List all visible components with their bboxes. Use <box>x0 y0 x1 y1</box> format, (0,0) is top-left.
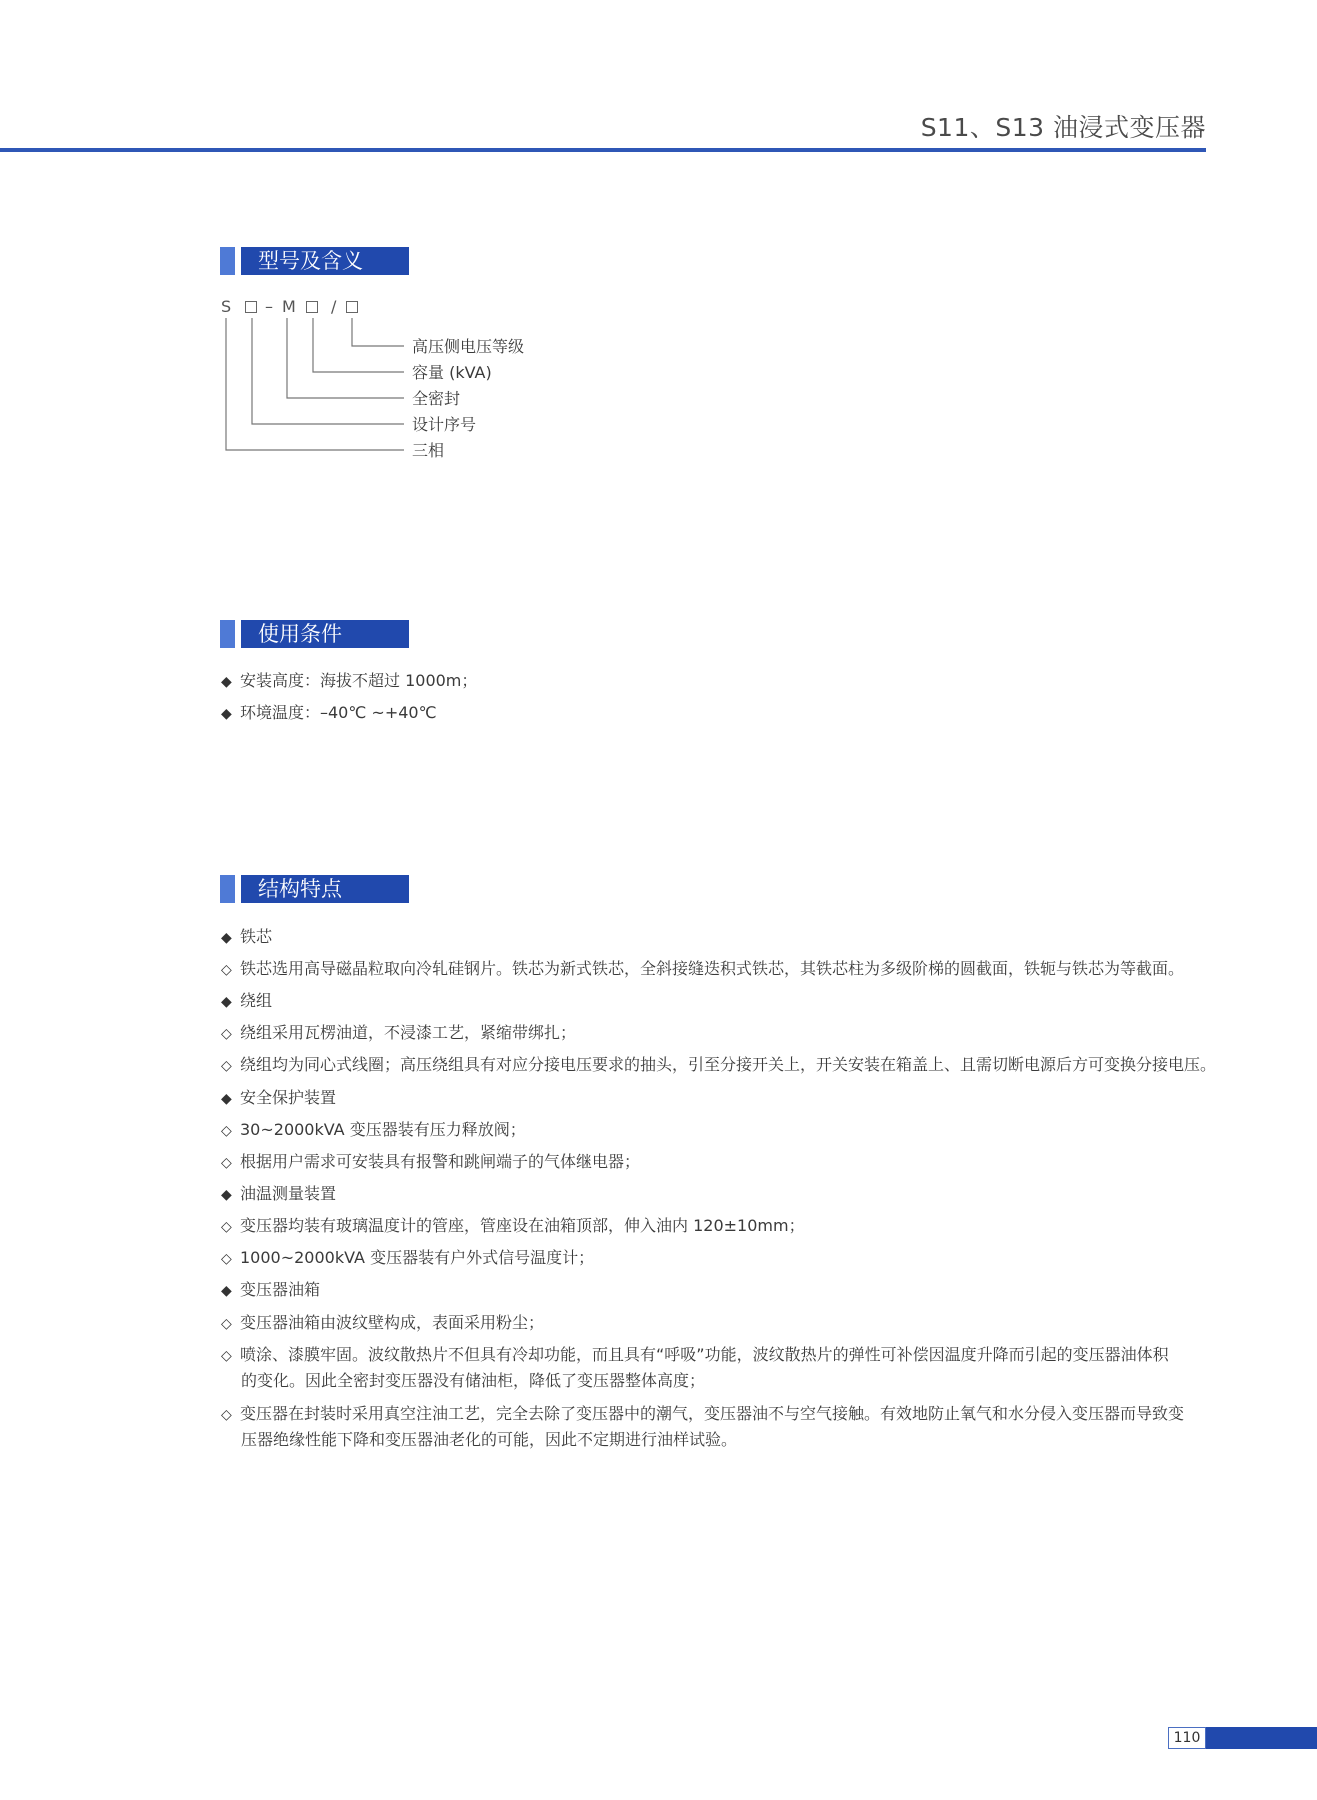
legend-three-phase: 三相 <box>412 441 445 460</box>
hollow-diamond-icon: ◇ <box>221 1219 232 1235</box>
feature-text: 油温测量装置 <box>240 1184 337 1203</box>
solid-diamond-icon: ◆ <box>221 1283 232 1299</box>
hollow-diamond-icon: ◇ <box>221 1058 232 1074</box>
solid-diamond-icon: ◆ <box>221 1187 232 1203</box>
feature-heading <box>221 1183 336 1206</box>
feature-item <box>221 1119 526 1142</box>
footer-bar <box>1206 1727 1317 1749</box>
code-m: M <box>282 297 296 316</box>
feature-item <box>221 1151 640 1174</box>
solid-diamond-icon: ◆ <box>221 930 232 946</box>
feature-text: 变压器在封装时采用真空注油工艺，完全去除了变压器中的潮气，变压器油不与空气接触。有效地防止氧气和水分侵入变压器而导致变 <box>240 1404 1185 1423</box>
feature-item <box>221 1054 1216 1077</box>
feature-text-continued: 压器绝缘性能下降和变压器油老化的可能，因此不定期进行油样试验。 <box>241 1430 738 1449</box>
feature-text: 安全保护装置 <box>240 1088 337 1107</box>
section-title: 结构特点 <box>241 875 409 903</box>
feature-item <box>221 1247 594 1270</box>
legend-voltage: 高压侧电压等级 <box>412 337 525 356</box>
solid-diamond-icon: ◆ <box>221 994 232 1010</box>
hollow-diamond-icon: ◇ <box>221 1316 232 1332</box>
connector-capacity <box>313 318 404 372</box>
feature-text: 变压器油箱由波纹壁构成，表面采用粉尘； <box>240 1313 545 1332</box>
section-title: 型号及含义 <box>241 247 409 275</box>
feature-text: 30~2000kVA 变压器装有压力释放阀； <box>240 1120 526 1139</box>
section-marker <box>220 875 235 903</box>
feature-heading <box>221 926 272 949</box>
feature-text: 1000~2000kVA 变压器装有户外式信号温度计； <box>240 1248 595 1267</box>
hollow-diamond-icon: ◇ <box>221 1251 232 1267</box>
feature-heading <box>221 1279 320 1302</box>
connector-sealed <box>287 318 404 398</box>
hollow-diamond-icon: ◇ <box>221 1348 232 1364</box>
feature-text: 根据用户需求可安装具有报警和跳闸端子的气体继电器； <box>240 1152 641 1171</box>
hollow-diamond-icon: ◇ <box>221 962 232 978</box>
feature-item <box>221 958 1184 981</box>
feature-text: 变压器油箱 <box>240 1280 321 1299</box>
hollow-diamond-icon: ◇ <box>221 1123 232 1139</box>
feature-text-continued: 的变化。因此全密封变压器没有储油柜，降低了变压器整体高度； <box>241 1371 706 1390</box>
feature-text: 绕组均为同心式线圈；高压绕组具有对应分接电压要求的抽头，引至分接开关上，开关安装在箱盖上、且需切断电源后方可变换分接电压。 <box>240 1055 1217 1074</box>
solid-diamond-icon: ◆ <box>221 1091 232 1107</box>
section-marker <box>220 620 235 648</box>
legend-sealed: 全密封 <box>412 389 461 408</box>
legend-design: 设计序号 <box>412 415 477 434</box>
hollow-diamond-icon: ◇ <box>221 1155 232 1171</box>
feature-heading <box>221 990 272 1013</box>
feature-item <box>221 1403 1184 1426</box>
model-code-connectors <box>0 0 1317 480</box>
feature-text: 铁芯选用高导磁晶粒取向冷轧硅钢片。铁芯为新式铁芯，全斜接缝迭积式铁芯，其铁芯柱为多级阶梯的圆截面，铁轭与铁芯为等截面。 <box>240 959 1185 978</box>
condition-temperature: ◆ 环境温度：–40℃ ~+40℃ <box>221 702 437 725</box>
feature-heading <box>221 1087 336 1110</box>
feature-item <box>221 1022 576 1045</box>
feature-item <box>221 1215 805 1238</box>
page-title: S11、S13 油浸式变压器 <box>920 113 1206 142</box>
solid-diamond-icon: ◆ <box>221 706 232 722</box>
solid-diamond-icon: ◆ <box>221 674 232 690</box>
page-number: 110 <box>1168 1727 1206 1749</box>
feature-text: 变压器均装有玻璃温度计的管座，管座设在油箱顶部，伸入油内 120±10mm； <box>240 1216 805 1235</box>
feature-text: 绕组 <box>240 991 273 1010</box>
connector-design <box>252 318 404 424</box>
feature-item <box>221 1344 1169 1367</box>
feature-item <box>221 1312 544 1335</box>
code-slash: / <box>331 297 337 316</box>
connector-three-phase <box>226 318 404 450</box>
hollow-diamond-icon: ◇ <box>221 1026 232 1042</box>
hollow-diamond-icon: ◇ <box>221 1407 232 1423</box>
connector-voltage <box>352 318 404 346</box>
feature-text: 铁芯 <box>240 927 273 946</box>
condition-altitude: ◆ 安装高度：海拔不超过 1000m； <box>221 670 477 693</box>
code-s: S <box>221 297 232 316</box>
feature-text: 绕组采用瓦楞油道，不浸漆工艺，紧缩带绑扎； <box>240 1023 577 1042</box>
legend-capacity: 容量 (kVA) <box>412 363 492 382</box>
feature-text: 喷涂、漆膜牢固。波纹散热片不但具有冷却功能，而且具有“呼吸”功能，波纹散热片的弹性可补偿因温度升降而引起的变压器油体积 <box>240 1345 1169 1364</box>
section-title: 使用条件 <box>241 620 409 648</box>
code-dash: – <box>265 297 273 316</box>
